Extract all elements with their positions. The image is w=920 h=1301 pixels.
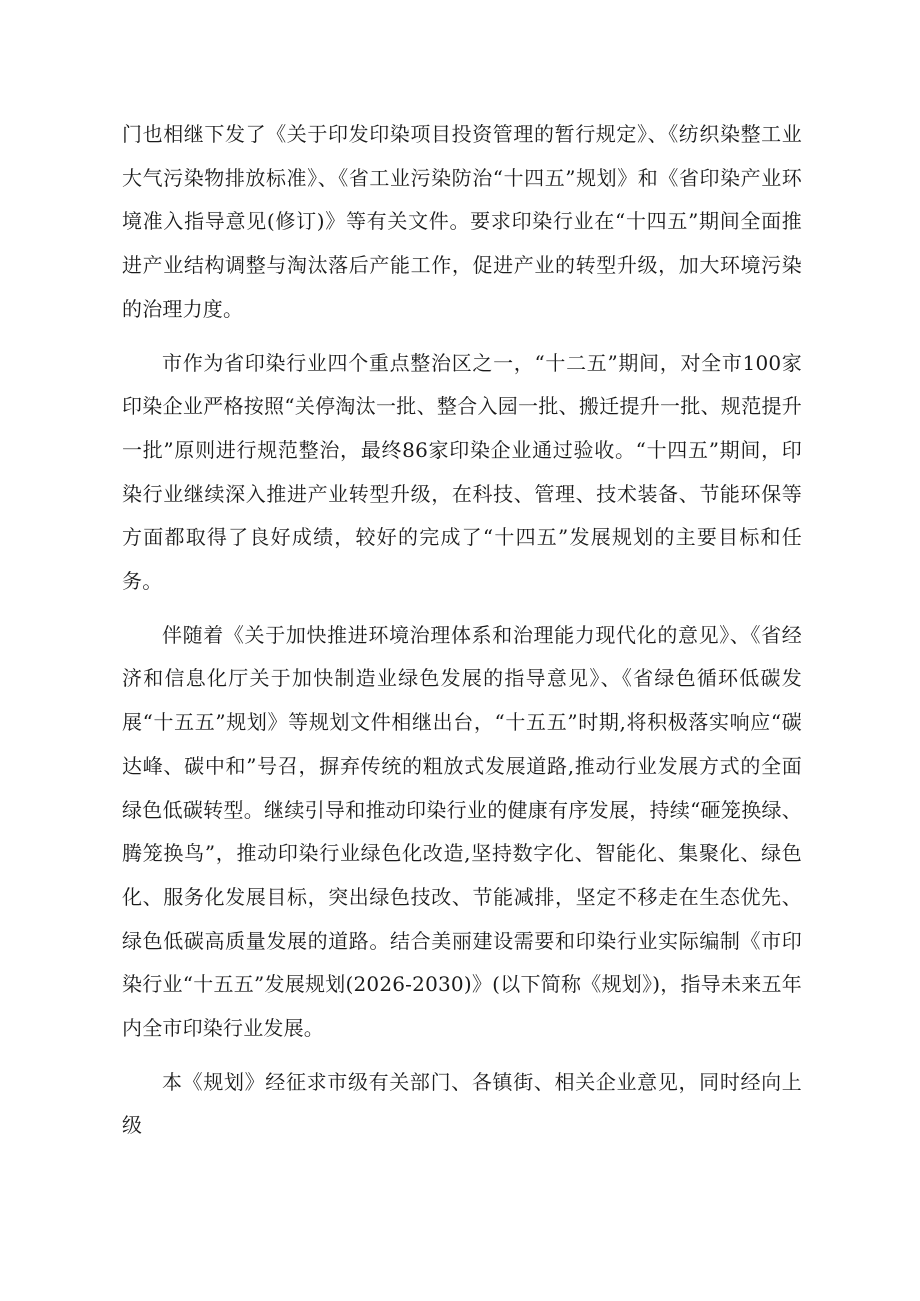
document-body [122,113,802,1158]
paragraph-green-development: 伴随着《关于加快推进环境治理体系和治理能力现代化的意见》、《省经济和信息化厅关于加快制造业绿色发展的指导意见》、《省绿色循环低碳发展“十五五”规划》等规划文件相继出台，“十五五”时期,将积极落实响应“碳达峰、碳中和”号召，摒弃传统的粗放式发展道路,推动行业发展方式的全面绿色低碳转型。继续引导和推动印染行业的健康有序发展，持续“砸笼换绿、腾笼换鸟”，推动印染行业绿色化改造,坚持数字化、智能化、集聚化、绿色化、服务化发展目标，突出绿色技改、节能减排，坚定不移走在生态优先、绿色低碳高质量发展的道路。结合美丽建设需要和印染行业实际编制《市印染行业“十五五”发展规划(2026-2030)》(以下简称《规划》)，指导未来五年内全市印染行业发展。 [122,622,802,1041]
paragraph-rectification: 市作为省印染行业四个重点整治区之一，“十二五”期间，对全市100家印染企业严格按照“关停淘汰一批、整合入园一批、搬迁提升一批、规范提升一批”原则进行规范整治，最终86家印染企业通过验收。“十四五”期间，印染行业继续深入推进产业转型升级，在科技、管理、技术装备、节能环保等方面都取得了良好成绩，较好的完成了“十四五”发展规划的主要目标和任务。 [122,350,802,594]
paragraph-consultation: 本《规划》经征求市级有关部门、各镇街、相关企业意见，同时经向上级 [122,1069,802,1138]
paragraph-continuation: 门也相继下发了《关于印发印染项目投资管理的暂行规定》、《纺织染整工业大气污染物排放标准》、《省工业污染防治“十四五”规划》和《省印染产业环境准入指导意见(修订)》等有关文件。要求印染行业在“十四五”期间全面推进产业结构调整与淘汰落后产能工作，促进产业的转型升级，加大环境污染的治理力度。 [122,122,802,321]
